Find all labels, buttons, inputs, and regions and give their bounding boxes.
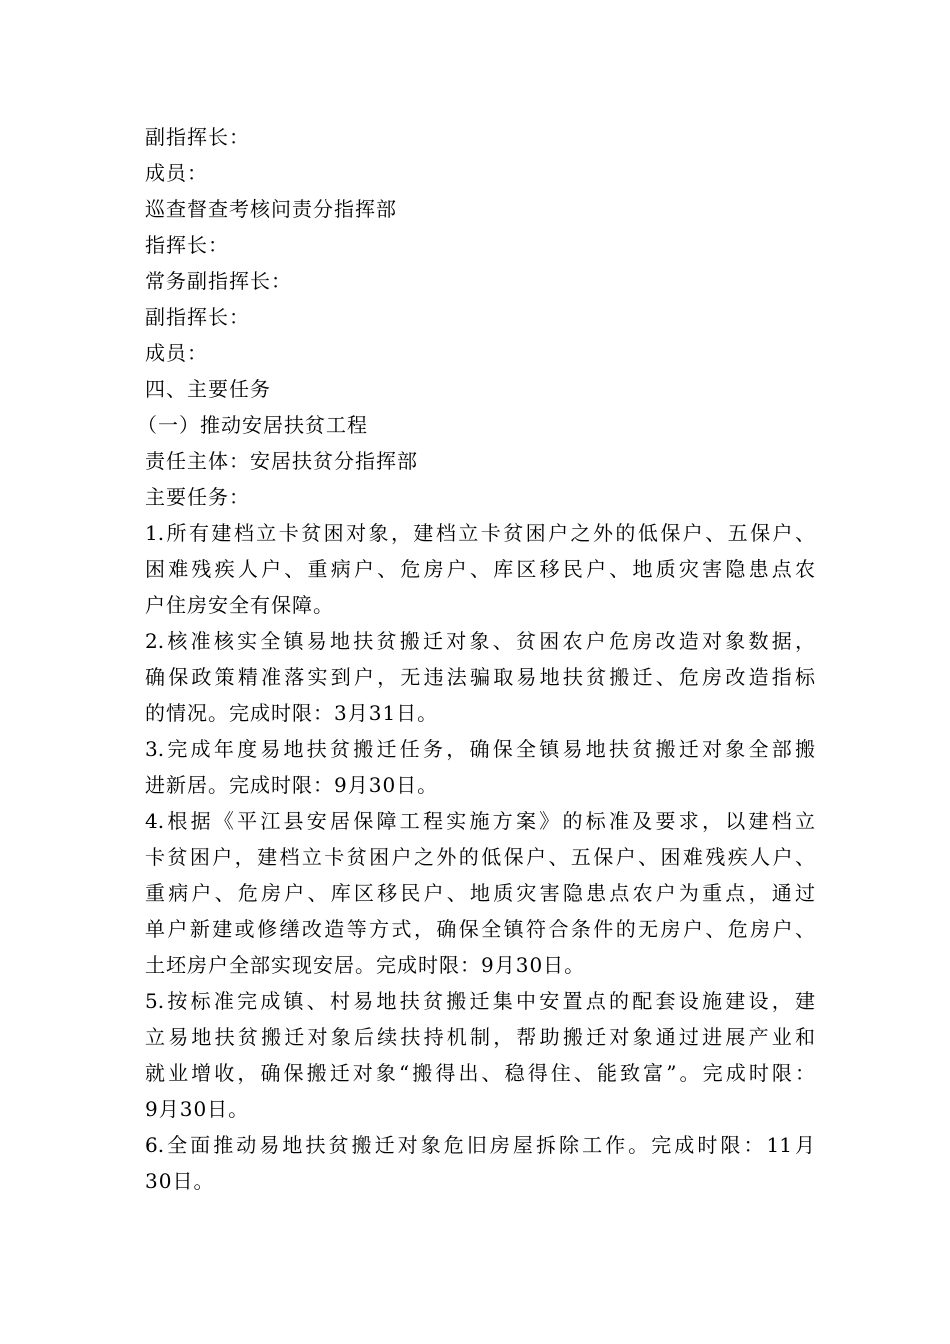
text-line: 副指挥长： [145,125,250,149]
text-line: 主要任务： [145,485,250,509]
subsection-heading: （一）推动安居扶贫工程 [137,413,368,437]
text-line: 副指挥长： [145,305,250,329]
text-line: 确保政策精准落实到户，无违法骗取易地扶贫搬迁、危房改造指标 [145,665,815,689]
text-line: 单户新建或修缮改造等方式，确保全镇符合条件的无房户、危房户、 [145,917,815,941]
text-line: 困难残疾人户、重病户、危房户、库区移民户、地质灾害隐患点农 [145,557,815,581]
text-line: 就业增收，确保搬迁对象“搬得出、稳得住、能致富”。完成时限： [145,1061,815,1085]
text-line: 常务副指挥长： [145,269,292,293]
document-body [137,119,815,1199]
text-line: 重病户、危房户、库区移民户、地质灾害隐患点农户为重点，通过 [145,881,815,905]
text-line: 4.根据《平江县安居保障工程实施方案》的标准及要求，以建档立 [145,809,815,833]
text-line: 5.按标准完成镇、村易地扶贫搬迁集中安置点的配套设施建设，建 [145,989,815,1013]
text-line: 2.核准核实全镇易地扶贫搬迁对象、贫困农户危房改造对象数据， [145,629,815,653]
text-line: 的情况。完成时限：3月31日。 [145,701,439,725]
text-line: 成员： [145,341,208,365]
text-line: 立易地扶贫搬迁对象后续扶持机制，帮助搬迁对象通过进展产业和 [145,1025,815,1049]
text-line: 指挥长： [145,233,229,257]
text-line: 进新居。完成时限：9月30日。 [145,773,439,797]
text-line: 卡贫困户，建档立卡贫困户之外的低保户、五保户、困难残疾人户、 [145,845,815,869]
text-line: 成员： [145,161,208,185]
text-line: 责任主体：安居扶贫分指挥部 [145,449,418,473]
text-line: 土坯房户全部实现安居。完成时限：9月30日。 [145,953,586,977]
section-heading: 四、主要任务 [145,377,271,401]
text-line: 6.全面推动易地扶贫搬迁对象危旧房屋拆除工作。完成时限：11月 [145,1133,815,1157]
text-line: 30日。 [145,1169,215,1193]
text-line: 户住房安全有保障。 [145,593,334,617]
text-line: 9月30日。 [145,1097,250,1121]
text-line: 1.所有建档立卡贫困对象，建档立卡贫困户之外的低保户、五保户、 [145,521,815,545]
text-line: 3.完成年度易地扶贫搬迁任务，确保全镇易地扶贫搬迁对象全部搬 [145,737,815,761]
section-heading: 巡查督查考核问责分指挥部 [145,197,397,221]
